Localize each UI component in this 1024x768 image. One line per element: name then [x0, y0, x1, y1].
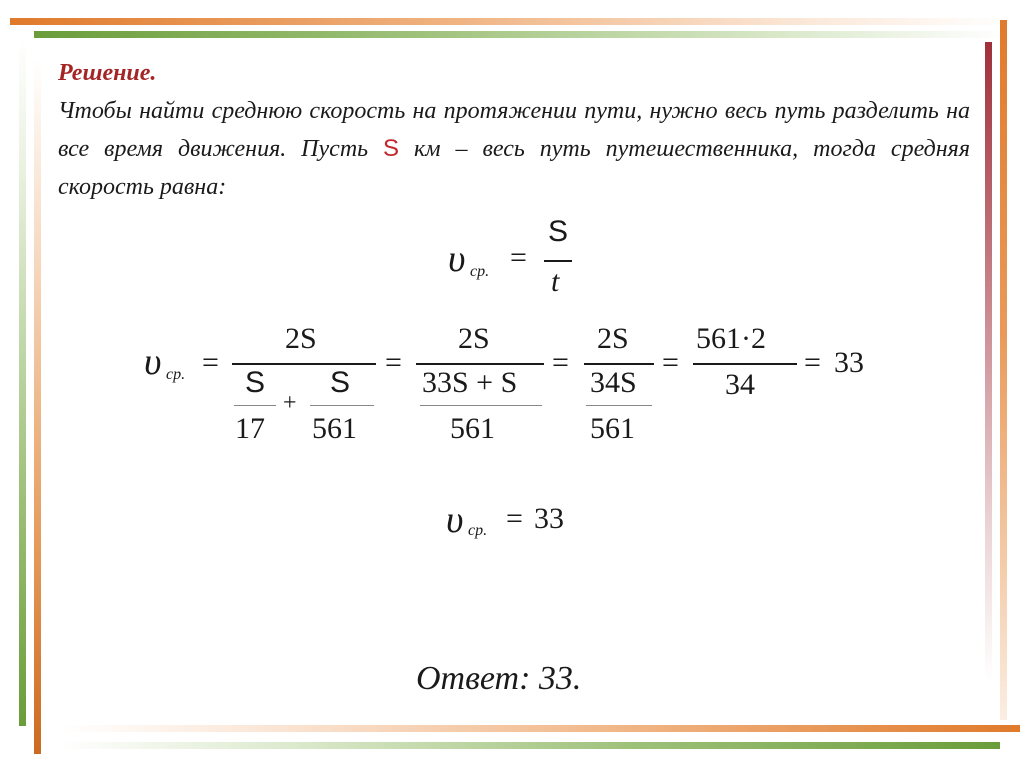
- term3-inner-numerator: 34S: [590, 366, 637, 399]
- term2-inner-numerator: 33S + S: [422, 366, 518, 399]
- left-green-bar: [19, 40, 26, 726]
- term3-bar: [584, 363, 654, 365]
- variable-s: S: [383, 135, 400, 162]
- term2-bar: [416, 363, 544, 365]
- term2-numerator: 2S: [458, 322, 490, 355]
- term1-bar: [232, 363, 376, 365]
- v-symbol: υ: [446, 499, 464, 541]
- term3-numerator: 2S: [597, 322, 629, 355]
- term1-right-denominator: 561: [312, 412, 357, 445]
- term3-inner-bar: [586, 405, 652, 406]
- bottom-green-bar: [62, 742, 1000, 749]
- fraction-numerator: S: [548, 215, 569, 248]
- term1-right-bar: [310, 405, 374, 406]
- solution-heading: Решение.: [58, 60, 157, 86]
- equals-sign: =: [202, 346, 219, 379]
- right-red-bar: [985, 42, 992, 682]
- paragraph-text-2: км – весь путь путешественника, тогда средняя скорость равна:: [58, 136, 970, 200]
- term1-left-bar: [234, 405, 276, 406]
- term1-left-numerator: S: [245, 366, 266, 399]
- term2-inner-bar: [420, 405, 542, 406]
- right-orange-bar: [1000, 20, 1007, 720]
- equals-sign-2: =: [385, 346, 402, 379]
- formula-average-speed-definition: [440, 215, 590, 305]
- result-value: 33: [534, 502, 564, 535]
- result-value: 33: [834, 346, 864, 379]
- plus-sign: +: [283, 390, 297, 416]
- equals-sign-3: =: [552, 346, 569, 379]
- left-orange-bar: [34, 60, 41, 754]
- v-symbol: υ: [448, 238, 466, 280]
- term2-inner-denominator: 561: [450, 412, 495, 445]
- paragraph-text-1: Чтобы найти среднюю скорость на протяжении пути, нужно весь путь разделить на все время движения. Пусть: [58, 98, 970, 162]
- fraction-bar: [544, 260, 572, 262]
- term1-left-denominator: 17: [235, 412, 265, 445]
- v-subscript: ср.: [166, 366, 186, 383]
- term4-bar: [693, 363, 797, 365]
- equals-sign-4: =: [662, 346, 679, 379]
- solution-paragraph: [58, 92, 970, 206]
- v-symbol: υ: [144, 341, 162, 383]
- term1-right-numerator: S: [330, 366, 351, 399]
- term4-numerator: 561·2: [696, 322, 766, 355]
- equals-sign: =: [506, 502, 523, 535]
- fraction-denominator: t: [551, 265, 560, 298]
- term4-denominator: 34: [725, 368, 755, 401]
- top-orange-bar: [10, 18, 1010, 25]
- equals-sign: =: [510, 241, 527, 274]
- term1-numerator: 2S: [285, 322, 317, 355]
- formula-calculation-chain: [140, 318, 890, 453]
- v-subscript: ср.: [470, 263, 490, 280]
- term3-inner-denominator: 561: [590, 412, 635, 445]
- equals-sign-5: =: [804, 346, 821, 379]
- v-subscript: ср.: [468, 522, 488, 539]
- formula-result: [440, 490, 600, 550]
- top-green-bar: [34, 31, 1004, 38]
- answer-text: Ответ: 33.: [416, 660, 582, 697]
- bottom-orange-bar: [62, 725, 1020, 732]
